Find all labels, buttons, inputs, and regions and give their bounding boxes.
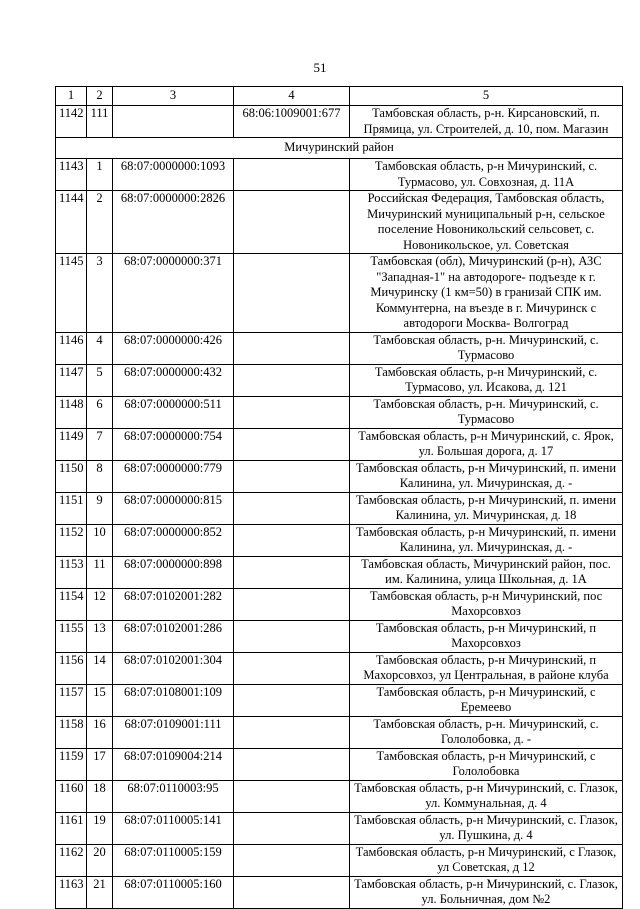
cadastral-number: 68:07:0102001:286 — [113, 620, 234, 652]
table-row — [56, 652, 623, 684]
row-number: 1148 — [56, 396, 87, 428]
address: Тамбовская область, р-н Мичуринский, п. имени Калинина, ул. Мичуринская, д. - — [350, 460, 623, 492]
table-row — [56, 748, 623, 780]
address: Тамбовская область, р-н. Мичуринский, с. Турмасово — [350, 396, 623, 428]
row-number: 1161 — [56, 812, 87, 844]
cadastral-number: 68:07:0000000:754 — [113, 428, 234, 460]
address: Тамбовская область, р-н Мичуринский, с. Глазок, ул. Коммунальная, д. 4 — [350, 780, 623, 812]
cadastral-number: 68:07:0108001:109 — [113, 684, 234, 716]
cadastral-number: 68:07:0110005:160 — [113, 876, 234, 908]
address: Тамбовская область, р-н Мичуринский, с. Глазок, ул. Больничная, дом №2 — [350, 876, 623, 908]
row-number: 1149 — [56, 428, 87, 460]
table-row — [56, 524, 623, 556]
row-index: 3 — [87, 254, 113, 333]
row-index: 21 — [87, 876, 113, 908]
cadastral-number: 68:07:0102001:282 — [113, 588, 234, 620]
row-index: 4 — [87, 332, 113, 364]
cadastral-number: 68:07:0000000:852 — [113, 524, 234, 556]
cadastral-number-alt — [234, 524, 350, 556]
address: Тамбовская область, р-н Мичуринский, п Махорсовхоз — [350, 620, 623, 652]
table-row — [56, 716, 623, 748]
column-header: 1 — [56, 87, 87, 106]
address: Тамбовская область, р-н Мичуринский, с. Турмасово, ул. Совхозная, д. 11А — [350, 159, 623, 191]
cadastral-number-alt: 68:06:1009001:677 — [234, 106, 350, 138]
row-number: 1142 — [56, 106, 87, 138]
row-index: 11 — [87, 556, 113, 588]
table-row — [56, 396, 623, 428]
cadastral-number: 68:07:0109001:111 — [113, 716, 234, 748]
address: Тамбовская область, р-н Мичуринский, с. Ярок, ул. Большая дорога, д. 17 — [350, 428, 623, 460]
table-row — [56, 620, 623, 652]
table-row — [56, 159, 623, 191]
table-row — [56, 460, 623, 492]
row-index: 111 — [87, 106, 113, 138]
address: Тамбовская область, р-н. Кирсановский, п. Прямица, ул. Строителей, д. 10, пом. Магазин — [350, 106, 623, 138]
section-row — [56, 138, 623, 159]
table-row — [56, 876, 623, 908]
cadastral-number: 68:07:0000000:426 — [113, 332, 234, 364]
row-number: 1163 — [56, 876, 87, 908]
row-number: 1158 — [56, 716, 87, 748]
row-index: 13 — [87, 620, 113, 652]
column-header: 5 — [350, 87, 623, 106]
cadastral-number-alt — [234, 812, 350, 844]
row-index: 2 — [87, 191, 113, 254]
cadastral-number: 68:07:0000000:2826 — [113, 191, 234, 254]
table-row — [56, 364, 623, 396]
table-body — [56, 87, 623, 909]
cadastral-number-alt — [234, 716, 350, 748]
row-index: 12 — [87, 588, 113, 620]
row-number: 1147 — [56, 364, 87, 396]
row-number: 1157 — [56, 684, 87, 716]
column-header: 2 — [87, 87, 113, 106]
row-index: 16 — [87, 716, 113, 748]
cadastral-number-alt — [234, 332, 350, 364]
address: Тамбовская область, р-н Мичуринский, с. Глазок, ул. Пушкина, д. 4 — [350, 812, 623, 844]
table-row — [56, 780, 623, 812]
address: Тамбовская область, р-н Мичуринский, с Гололобовка — [350, 748, 623, 780]
row-number: 1151 — [56, 492, 87, 524]
row-index: 15 — [87, 684, 113, 716]
row-number: 1145 — [56, 254, 87, 333]
page-number: 51 — [313, 60, 327, 75]
cadastral-number: 68:07:0102001:304 — [113, 652, 234, 684]
address: Тамбовская область, р-н Мичуринский, пос Махорсовхоз — [350, 588, 623, 620]
column-header: 3 — [113, 87, 234, 106]
cadastral-number-alt — [234, 254, 350, 333]
table-row — [56, 191, 623, 254]
address: Тамбовская область, р-н Мичуринский, с Еремеево — [350, 684, 623, 716]
row-number: 1155 — [56, 620, 87, 652]
row-index: 19 — [87, 812, 113, 844]
table-row — [56, 106, 623, 138]
row-index: 7 — [87, 428, 113, 460]
cadastral-number-alt — [234, 364, 350, 396]
row-index: 20 — [87, 844, 113, 876]
address: Тамбовская область, р-н Мичуринский, п. имени Калинина, ул. Мичуринская, д. - — [350, 524, 623, 556]
address: Тамбовская область, р-н. Мичуринский, с. Гололобовка, д. - — [350, 716, 623, 748]
header-row — [56, 87, 623, 106]
cadastral-number: 68:07:0000000:779 — [113, 460, 234, 492]
cadastral-number: 68:07:0000000:815 — [113, 492, 234, 524]
table-row — [56, 556, 623, 588]
cadastral-number-alt — [234, 460, 350, 492]
cadastral-number-alt — [234, 748, 350, 780]
section-title: Мичуринский район — [56, 138, 623, 159]
cadastral-number — [113, 106, 234, 138]
table-row — [56, 684, 623, 716]
cadastral-number-alt — [234, 844, 350, 876]
row-number: 1162 — [56, 844, 87, 876]
column-header: 4 — [234, 87, 350, 106]
row-index: 18 — [87, 780, 113, 812]
address: Тамбовская область, Мичуринский район, пос. им. Калинина, улица Школьная, д. 1А — [350, 556, 623, 588]
cadastral-number-alt — [234, 492, 350, 524]
cadastral-number: 68:07:0110005:159 — [113, 844, 234, 876]
cadastral-number-alt — [234, 876, 350, 908]
cadastral-number-alt — [234, 780, 350, 812]
row-index: 5 — [87, 364, 113, 396]
row-index: 1 — [87, 159, 113, 191]
row-index: 9 — [87, 492, 113, 524]
cadastral-number-alt — [234, 396, 350, 428]
row-number: 1143 — [56, 159, 87, 191]
address: Тамбовская область, р-н. Мичуринский, с. Турмасово — [350, 332, 623, 364]
row-index: 10 — [87, 524, 113, 556]
address: Тамбовская (обл), Мичуринский (р-н), АЗС "Западная-1" на автодороге- подъезде к г. Мичуринску (1 км=50) в гранизай СПК им. Коммунтерна, на въезде в г. Мичуринск с автодороги Москва- Волгоград — [350, 254, 623, 333]
row-number: 1154 — [56, 588, 87, 620]
row-index: 6 — [87, 396, 113, 428]
row-index: 17 — [87, 748, 113, 780]
address: Тамбовская область, р-н Мичуринский, с. Турмасово, ул. Исакова, д. 121 — [350, 364, 623, 396]
row-index: 8 — [87, 460, 113, 492]
cadastral-number: 68:07:0000000:432 — [113, 364, 234, 396]
table-row — [56, 428, 623, 460]
cadastral-number-alt — [234, 556, 350, 588]
row-number: 1153 — [56, 556, 87, 588]
row-number: 1159 — [56, 748, 87, 780]
cadastral-number-alt — [234, 620, 350, 652]
table-row — [56, 588, 623, 620]
cadastral-number: 68:07:0110003:95 — [113, 780, 234, 812]
row-number: 1152 — [56, 524, 87, 556]
address: Российская Федерация, Тамбовская область, Мичуринский муниципальный р-н, сельское поселение Новоникольский сельсовет, с. Новоникольское, ул. Советская — [350, 191, 623, 254]
table-row — [56, 844, 623, 876]
row-number: 1144 — [56, 191, 87, 254]
table-row — [56, 812, 623, 844]
table-row — [56, 332, 623, 364]
cadastral-number: 68:07:0000000:511 — [113, 396, 234, 428]
row-number: 1146 — [56, 332, 87, 364]
table-row — [56, 254, 623, 333]
cadastral-number: 68:07:0000000:1093 — [113, 159, 234, 191]
cadastral-number-alt — [234, 652, 350, 684]
register-table — [55, 86, 623, 909]
cadastral-number-alt — [234, 588, 350, 620]
row-index: 14 — [87, 652, 113, 684]
cadastral-number-alt — [234, 428, 350, 460]
cadastral-number: 68:07:0000000:371 — [113, 254, 234, 333]
cadastral-number: 68:07:0109004:214 — [113, 748, 234, 780]
row-number: 1150 — [56, 460, 87, 492]
table-row — [56, 492, 623, 524]
cadastral-number-alt — [234, 191, 350, 254]
cadastral-number: 68:07:0000000:898 — [113, 556, 234, 588]
cadastral-number-alt — [234, 684, 350, 716]
address: Тамбовская область, р-н Мичуринский, п Махорсовхоз, ул Центральная, в районе клуба — [350, 652, 623, 684]
row-number: 1156 — [56, 652, 87, 684]
row-number: 1160 — [56, 780, 87, 812]
cadastral-number-alt — [234, 159, 350, 191]
cadastral-number: 68:07:0110005:141 — [113, 812, 234, 844]
address: Тамбовская область, р-н Мичуринский, п. имени Калинина, ул. Мичуринская, д. 18 — [350, 492, 623, 524]
address: Тамбовская область, р-н Мичуринский, с Глазок, ул Советская, д 12 — [350, 844, 623, 876]
